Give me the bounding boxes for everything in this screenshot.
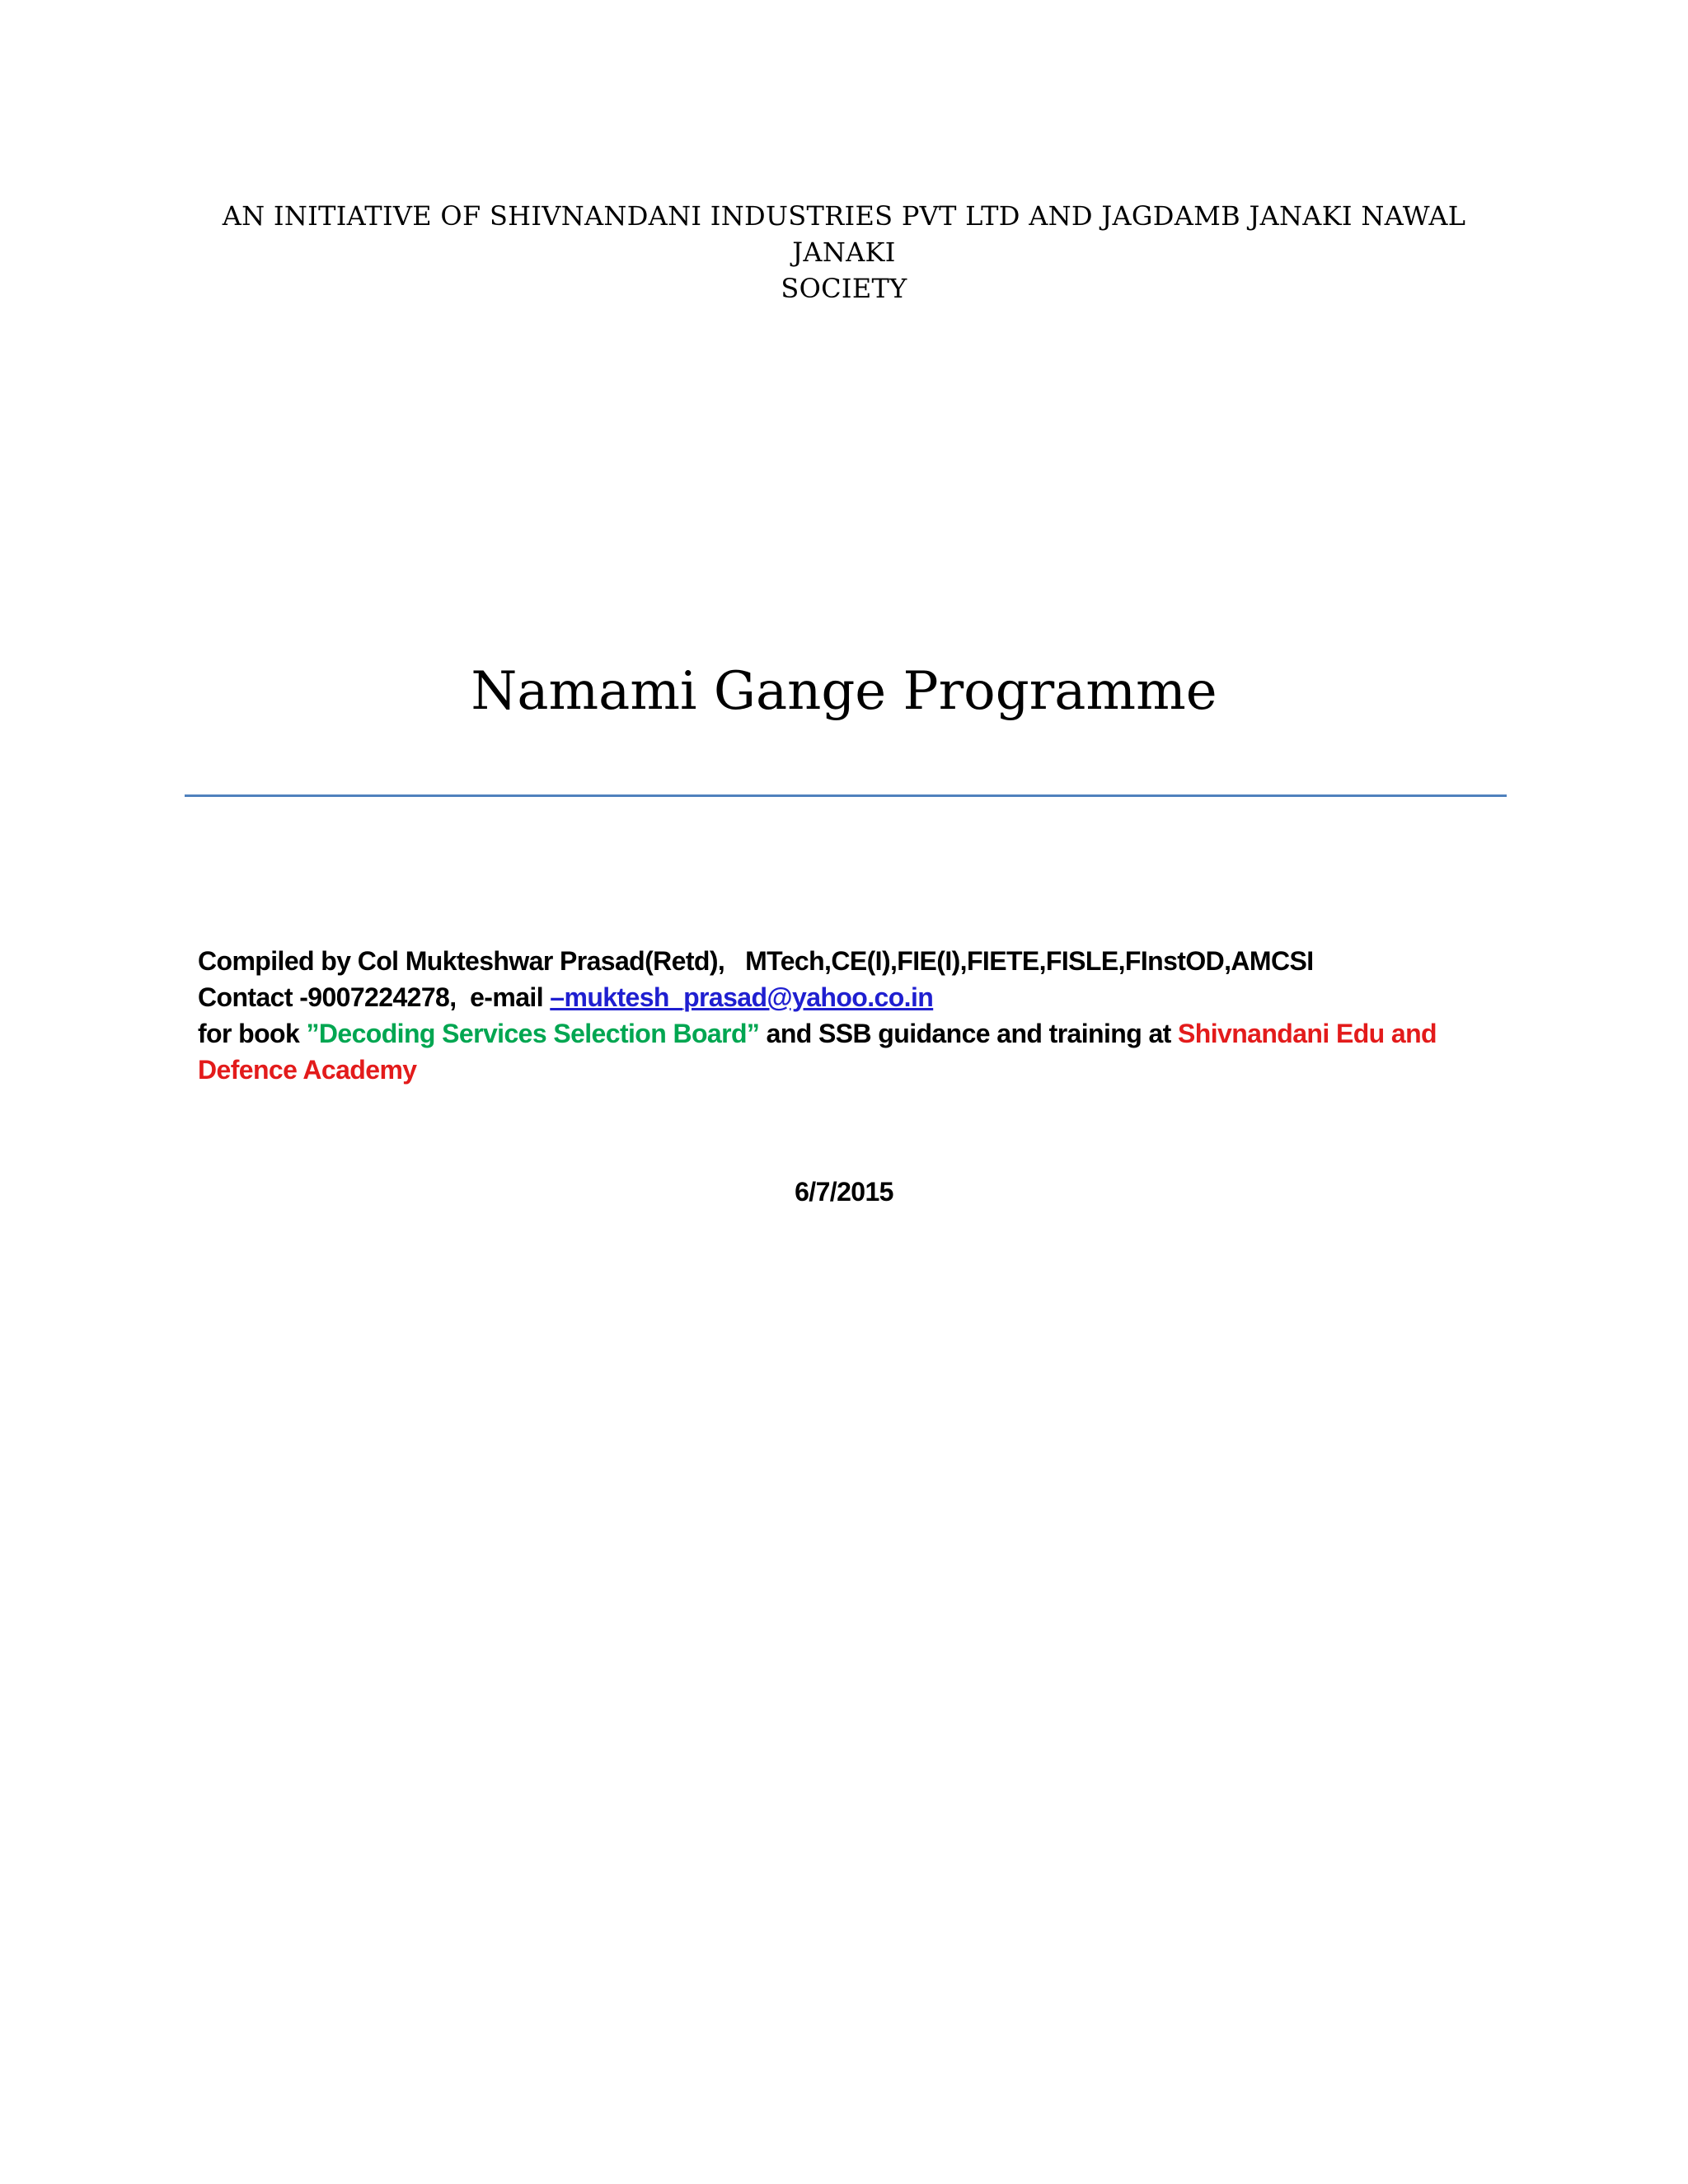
initiative-header-line2: SOCIETY <box>781 273 907 304</box>
academy-name: Shivnandani Edu and Defence Academy <box>198 1019 1444 1085</box>
initiative-header-line1: AN INITIATIVE OF SHIVNANDANI INDUSTRIES PVT LTD AND JAGDAMB JANAKI NAWAL JANAKI <box>222 200 1466 268</box>
email-link[interactable]: –muktesh_prasad@yahoo.co.in <box>550 982 934 1012</box>
title-divider <box>185 794 1507 797</box>
document-title: Namami Gange Programme <box>471 661 1217 722</box>
book-name: ”Decoding Services Selection Board” <box>306 1019 760 1048</box>
contact-line <box>198 979 1492 1015</box>
compiled-by-line: Compiled by Col Mukteshwar Prasad(Retd), MTech,CE(I),FIE(I),FIETE,FISLE,FInstOD,AMCSI <box>198 946 1314 976</box>
initiative-header <box>198 198 1490 307</box>
book-prefix: for book <box>198 1019 307 1048</box>
document-date: 6/7/2015 <box>795 1177 893 1207</box>
author-block <box>198 943 1492 1088</box>
contact-label: Contact -9007224278, e-mail <box>198 982 551 1012</box>
book-line <box>198 1015 1492 1088</box>
book-middle: and SSB guidance and training at <box>759 1019 1179 1048</box>
